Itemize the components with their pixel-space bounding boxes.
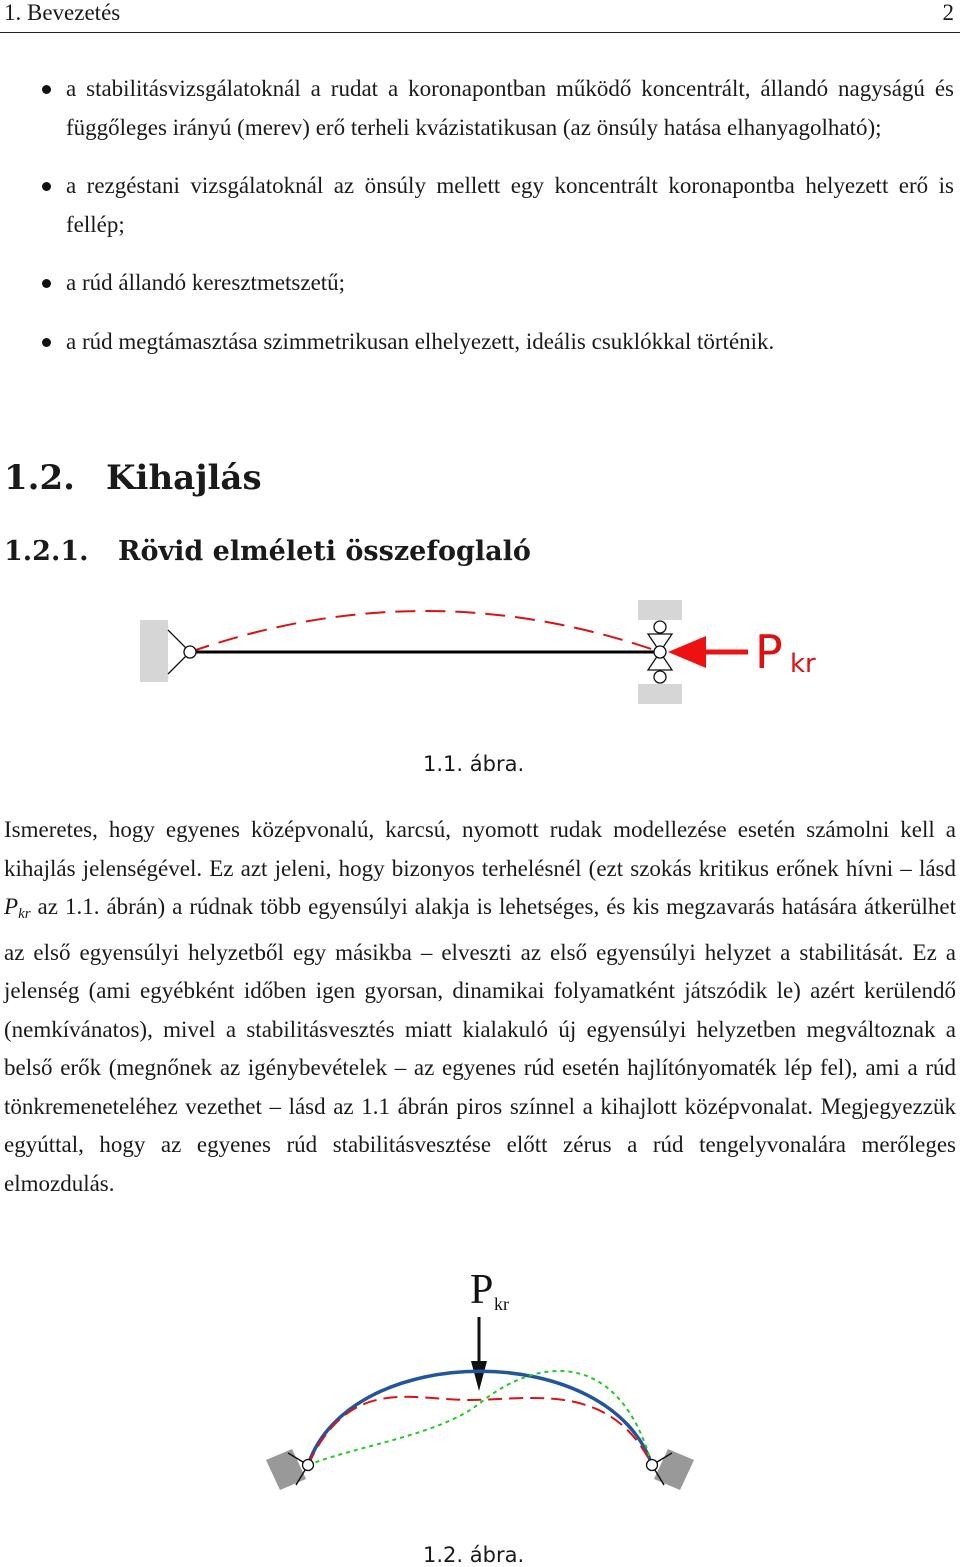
subsection-title: Rövid elméleti összefoglaló xyxy=(118,536,531,567)
roller-top-wheel-icon xyxy=(654,621,666,633)
roller-bottom-plate xyxy=(638,684,682,704)
list-item: a rezgéstani vizsgálatoknál az önsúly mellett egy koncentrált koronapontba helyezett erő is fellép; xyxy=(0,167,960,244)
math-symbol-p: P xyxy=(4,894,19,919)
arch-force-label-p: P xyxy=(470,1267,494,1313)
left-arch-hinge-icon xyxy=(303,1460,314,1471)
figure-arch-buckling xyxy=(0,1255,960,1545)
subsection-heading xyxy=(4,536,531,567)
figure-buckling-beam xyxy=(0,590,960,730)
list-item: a rúd megtámasztása szimmetrikusan elhelyezett, ideális csuklókkal történik. xyxy=(0,323,960,362)
left-wall-support xyxy=(140,620,168,682)
arch-force-arrow-head-icon xyxy=(471,1361,487,1391)
figure-1-caption: 1.1. ábra. xyxy=(423,752,525,776)
header-chapter: 1. Bevezetés xyxy=(4,0,121,25)
force-label-p: P xyxy=(755,625,783,679)
right-arch-support-block xyxy=(654,1449,694,1490)
left-hinge-icon xyxy=(184,646,196,658)
roller-top-plate xyxy=(638,600,682,620)
list-item: a rúd állandó keresztmetszetű; xyxy=(0,264,960,303)
bullet-icon xyxy=(42,85,51,94)
body-paragraph: Ismeretes, hogy egyenes középvonalú, karcsú, nyomott rudak modellezése esetén számolni kell a kihajlás jelenségével. Ez azt jeleni, hogy bizonyos terhelésnél (ezt szokás kritikus erőnek hívni – lásd $P_{kr}$ az 1.1. ábrán) a rúdnak több egyensúlyi alakja is lehetséges, és kis megzavarás hatására átkerülhet az első egyensúlyi helyzetből egy másikba – elveszti az első egyensúlyi helyzet a stabilitását. Ez a jelenség (ami egyébként időben igen gyorsan, dinamikai folyamatként játszódik le) azért kerülendő (nemkívánatos), mivel a stabilitásvesztés miatt kialakuló új egyensúlyi helyzetben megváltoznak a belső erők (megnőnek az igénybevételek – az egyenes rúd esetén hajlítónyomaték lép fel), ami a rúd tönkremeneteléhez vezethet – lásd az 1.1 ábrán piros színnel a kihajlott középvonalat. Megjegyezzük egyúttal, hogy az egyenes rúd stabilitásvesztése előtt zérus a rúd tengelyvonalára merőleges elmozdulás. xyxy=(4,817,956,1196)
figure-2-caption: 1.2. ábra. xyxy=(423,1543,525,1567)
running-header xyxy=(0,0,960,33)
bullet-icon xyxy=(42,182,51,191)
right-hinge-icon xyxy=(654,646,666,658)
roller-bottom-wheel-icon xyxy=(654,671,666,683)
force-arrow-head-icon xyxy=(668,636,706,668)
arch-force-label-subscript: kr xyxy=(494,1294,509,1314)
left-arch-support-block xyxy=(266,1449,306,1490)
section-heading xyxy=(4,458,262,498)
math-symbol-subscript: kr xyxy=(18,906,31,922)
list-item: a stabilitásvizsgálatoknál a rudat a koronapontban működő koncentrált, állandó nagyságú és függőleges irányú (merev) erő terheli kvázistatikusan (az önsúly hatása elhanyagolható); xyxy=(0,70,960,147)
header-page-number: 2 xyxy=(942,0,954,25)
section-number: 1.2. xyxy=(4,458,75,498)
assumption-list xyxy=(0,70,960,381)
buckling-mode-red xyxy=(308,1397,652,1465)
beam-buckled-shape xyxy=(190,611,660,652)
bullet-icon xyxy=(42,279,51,288)
right-arch-hinge-icon xyxy=(647,1460,658,1471)
bullet-icon xyxy=(42,338,51,347)
subsection-number: 1.2.1. xyxy=(4,536,89,567)
section-title: Kihajlás xyxy=(106,458,262,498)
force-label-subscript: kr xyxy=(790,649,816,679)
